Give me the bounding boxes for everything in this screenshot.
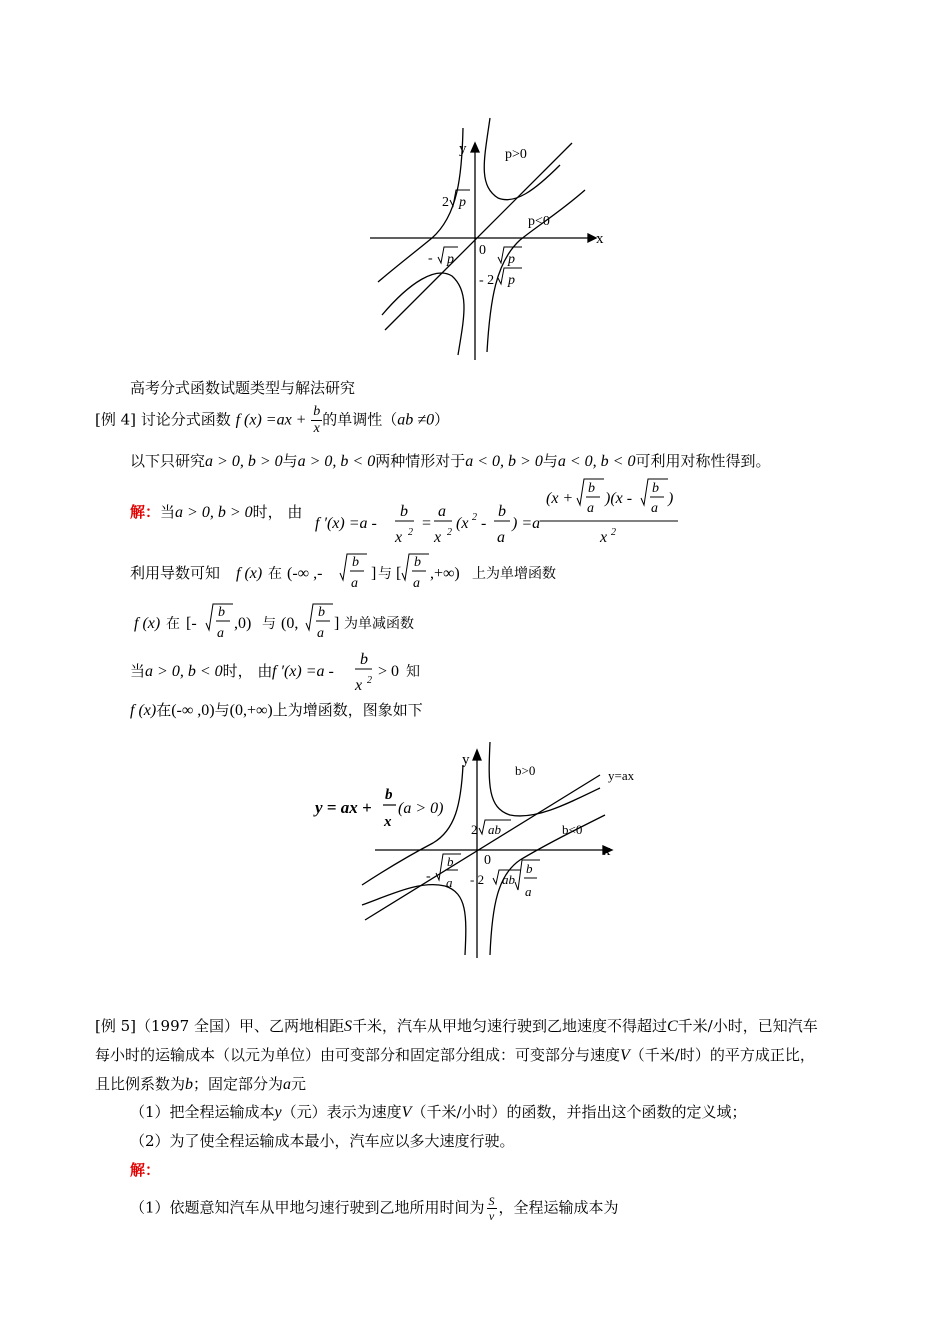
svg-text:(x +: (x +: [546, 490, 574, 507]
svg-text:> 0: > 0: [378, 663, 400, 680]
ex5-line1: [95, 1016, 818, 1037]
ex5-text-4: 每小时的运输成本（以元为单位）由可变部分和固定部分组成：可变部分与速度: [95, 1046, 621, 1064]
cases-text-3: 两种情形对于: [375, 452, 466, 470]
graph1-label-2sqrtp-p: p: [459, 195, 466, 210]
ex5-s1-text: （1）依题意知汽车从甲地匀速行驶到乙地所用时间为: [130, 1198, 485, 1217]
deriv-lhs: f ′(x) =a -: [315, 515, 377, 532]
ex5-s1: [130, 1194, 619, 1223]
graph1-label-y: y: [459, 141, 467, 157]
ex5-q1-text-2: （元）表示为速度: [281, 1103, 402, 1121]
svg-text:与: 与: [378, 567, 392, 582]
example4-tail: 的单调性（: [322, 410, 398, 429]
svg-text:]: ]: [371, 565, 377, 582]
svg-text:b: b: [652, 481, 659, 496]
ex5-var-c: C: [666, 1018, 678, 1035]
case2-and: 与: [214, 701, 230, 719]
svg-text:b: b: [360, 651, 368, 668]
svg-text:b: b: [318, 605, 325, 620]
graph1-label-neg2sqrtp-coef: - 2: [479, 273, 495, 288]
case2-when: 当: [130, 662, 146, 680]
ex5-q1: [130, 1102, 747, 1123]
svg-text:b: b: [588, 481, 595, 496]
deriv-b2: b: [498, 503, 506, 520]
case2-in: 在: [156, 701, 172, 719]
svg-text:[-: [-: [186, 615, 197, 632]
solution-when: 当: [160, 503, 176, 521]
deriv-x1: x: [395, 529, 403, 546]
svg-text:知: 知: [406, 665, 420, 680]
svg-text:b: b: [352, 555, 359, 570]
graph2-label-origin: 0: [484, 853, 491, 868]
svg-text:,+∞): ,+∞): [430, 565, 460, 582]
graph2-left-a: a: [446, 875, 453, 890]
svg-text:a: a: [351, 576, 358, 591]
ex5-var-a: a: [283, 1076, 292, 1093]
graph2-curve-bpos-lower: [362, 885, 466, 955]
graph1-curve-pos-lower: [382, 273, 464, 355]
cases-text-2: 与: [282, 452, 298, 470]
graph-hyperbola-ab: [305, 735, 645, 965]
cases-cond-4: a < 0, b < 0: [557, 453, 636, 470]
svg-text:2: 2: [611, 527, 616, 538]
case2-int1: (-∞ ,0): [171, 702, 215, 719]
ex5-var-s: S: [343, 1018, 352, 1035]
cases-text-5: 可利用对称性得到。: [635, 452, 771, 470]
graph1-label-negsqrtp-p: p: [447, 252, 454, 267]
ex5-var-v: V: [620, 1047, 630, 1064]
solution-time: 时， 由: [252, 503, 303, 521]
case2-cond: a > 0, b < 0: [145, 663, 223, 680]
svg-text:b: b: [218, 605, 225, 620]
graph2-y-arrow: [473, 750, 481, 760]
deriv-a1: a: [438, 503, 446, 520]
svg-text:f (x): f (x): [134, 615, 161, 632]
graph2-eq-cond: (a > 0): [398, 800, 444, 817]
svg-text:在: 在: [166, 617, 180, 632]
svg-text:[: [: [396, 565, 402, 582]
example4-frac-b-x: $\frac{b}{x}$: [313, 404, 321, 436]
section-title: 高考分式函数试题类型与解法研究: [130, 379, 356, 397]
graph2-label-y: y: [462, 752, 470, 768]
graph1-asymptote: [385, 143, 572, 330]
solution-label: 解：: [130, 503, 161, 521]
graph2-label-bpos: b>0: [515, 763, 536, 778]
svg-text:2: 2: [367, 675, 372, 686]
graph1-label-2sqrtp-coef: 2: [442, 195, 449, 210]
graph2-label-2sqrtab-ab: ab: [488, 822, 501, 837]
svg-text:a: a: [317, 626, 324, 641]
svg-text:-: -: [481, 515, 487, 532]
svg-text:)(x -: )(x -: [605, 490, 633, 507]
graph2-label-neg2sqrtab-coef: - 2: [470, 872, 485, 887]
svg-text:]: ]: [334, 615, 340, 632]
graph2-right-b: b: [526, 861, 533, 876]
example4-line: [95, 404, 449, 437]
svg-text:,0): ,0): [234, 615, 252, 632]
graph2-label-bneg: b<0: [562, 822, 583, 837]
case2-result-line: [130, 700, 423, 721]
graph1-label-origin: 0: [479, 243, 486, 258]
case2-line: [130, 661, 272, 682]
ex5-frac-s-v: $\frac{S}{v}$: [488, 1194, 495, 1223]
svg-text:x: x: [355, 677, 363, 694]
graph1-label-neg2sqrtp-p: p: [508, 273, 515, 288]
case2-derivative: [268, 645, 428, 695]
deriv-x2: x: [434, 529, 442, 546]
svg-text:(x: (x: [456, 515, 469, 532]
ex5-var-y: y: [274, 1104, 282, 1121]
ex5-line2: [95, 1045, 815, 1066]
graph1-label-x: x: [596, 231, 604, 247]
example4-cond: ab ≠0: [397, 411, 435, 429]
graph2-right-a: a: [525, 884, 532, 899]
graph2-eq-x: x: [384, 814, 392, 830]
svg-text:x: x: [600, 529, 608, 546]
increasing-line: [130, 563, 220, 583]
ex5-q1-text-1: （1）把全程运输成本: [130, 1103, 275, 1121]
graph2-eq-b: b: [385, 787, 393, 803]
ex5-text-1: [例 5]（1997 全国）甲、乙两地相距: [95, 1017, 344, 1035]
case2-time: 时， 由: [222, 662, 273, 680]
ex5-text-8: 元: [291, 1075, 307, 1093]
increasing-formula: [230, 545, 590, 595]
svg-text:) =a: ) =a: [512, 515, 541, 532]
deriv-b1: b: [400, 503, 408, 520]
ex5-var-b: b: [185, 1076, 194, 1093]
deriv-a2: a: [497, 529, 505, 546]
svg-text:为单减函数: 为单减函数: [344, 617, 414, 632]
case2-f: f (x): [130, 702, 157, 719]
graph1-y-arrow: [471, 143, 479, 152]
svg-text:2: 2: [472, 512, 477, 523]
svg-text:上为单增函数: 上为单增函数: [472, 567, 556, 582]
derivative-formula: [310, 470, 690, 550]
graph1-label-sqrtp-p: p: [508, 252, 515, 267]
graph2-label-x: x: [603, 843, 611, 859]
solution-line: [130, 502, 302, 523]
example4-func: f (x) =ax +: [235, 411, 307, 429]
case2-text: 上为增函数，图象如下: [272, 701, 423, 719]
cases-cond-1: a > 0, b > 0: [205, 453, 283, 470]
svg-text:f ′(x) =a -: f ′(x) =a -: [272, 663, 334, 680]
svg-text:与: 与: [262, 617, 276, 632]
svg-text:(-∞ ,-: (-∞ ,-: [287, 565, 323, 582]
svg-text:a: a: [587, 501, 594, 516]
increasing-text-1: 利用导数可知: [130, 564, 221, 582]
ex5-solution-label: 解：: [130, 1161, 161, 1179]
graph2-label-2sqrtab-coef: 2: [471, 822, 478, 837]
ex5-text-7: ；固定部分为: [193, 1075, 284, 1093]
graph2-left-b: b: [447, 854, 454, 869]
ex5-text-5: （千米/时）的平方成正比，: [629, 1046, 815, 1064]
graph2-asymptote: [365, 775, 600, 920]
case2-int2: (0,+∞): [229, 702, 273, 719]
decreasing-formula: [128, 595, 468, 645]
graph1-label-negsqrtp-sign: -: [428, 251, 433, 266]
svg-text:(0,: (0,: [281, 615, 299, 632]
ex5-var-v2: V: [401, 1104, 412, 1121]
svg-text:f (x): f (x): [236, 565, 263, 582]
ex5-text-3: 千米/小时，已知汽车: [677, 1017, 818, 1035]
graph2-label-asym: y=ax: [608, 768, 635, 783]
graph1-label-neg: p<0: [528, 214, 550, 229]
cases-text-4: 与: [542, 452, 558, 470]
graph-hyperbola-p: [360, 110, 620, 365]
cases-text-1: 以下只研究: [130, 452, 206, 470]
example4-head: [例 4] 讨论分式函数: [95, 410, 231, 429]
graph1-x-arrow: [588, 234, 596, 242]
graph2-curve-bpos-upper: [489, 742, 600, 816]
svg-text:a: a: [651, 501, 658, 516]
cases-line: [130, 451, 770, 472]
graph2-neg-sign: -: [426, 869, 431, 884]
ex5-q2: （2）为了使全程运输成本最小，汽车应以多大速度行驶。: [130, 1132, 515, 1150]
ex5-s1-text-2: ，全程运输成本为: [498, 1198, 619, 1217]
solution-cond: a > 0, b > 0: [175, 504, 253, 521]
example4-close: ）: [434, 410, 450, 429]
svg-text:2: 2: [447, 527, 452, 538]
ex5-text-2: 千米，汽车从甲地匀速行驶到乙地速度不得超过: [351, 1017, 667, 1035]
graph2-label-neg2sqrtab-ab: ab: [502, 872, 515, 887]
graph2-eq-left: y = ax +: [315, 798, 372, 817]
graph1-label-pos: p>0: [505, 147, 527, 162]
svg-text:b: b: [414, 555, 421, 570]
ex5-text-6: 且比例系数为: [95, 1075, 186, 1093]
svg-text:a: a: [217, 626, 224, 641]
cases-cond-2: a > 0, b < 0: [297, 453, 376, 470]
ex5-q1-text-3: （千米/小时）的函数，并指出这个函数的定义域；: [411, 1103, 747, 1121]
svg-text:2: 2: [408, 527, 413, 538]
svg-text:): ): [668, 490, 674, 507]
deriv-eq1: =: [422, 515, 432, 532]
ex5-line3: [95, 1074, 306, 1095]
svg-text:a: a: [413, 576, 420, 591]
cases-cond-3: a < 0, b > 0: [465, 453, 543, 470]
svg-text:在: 在: [268, 567, 282, 582]
